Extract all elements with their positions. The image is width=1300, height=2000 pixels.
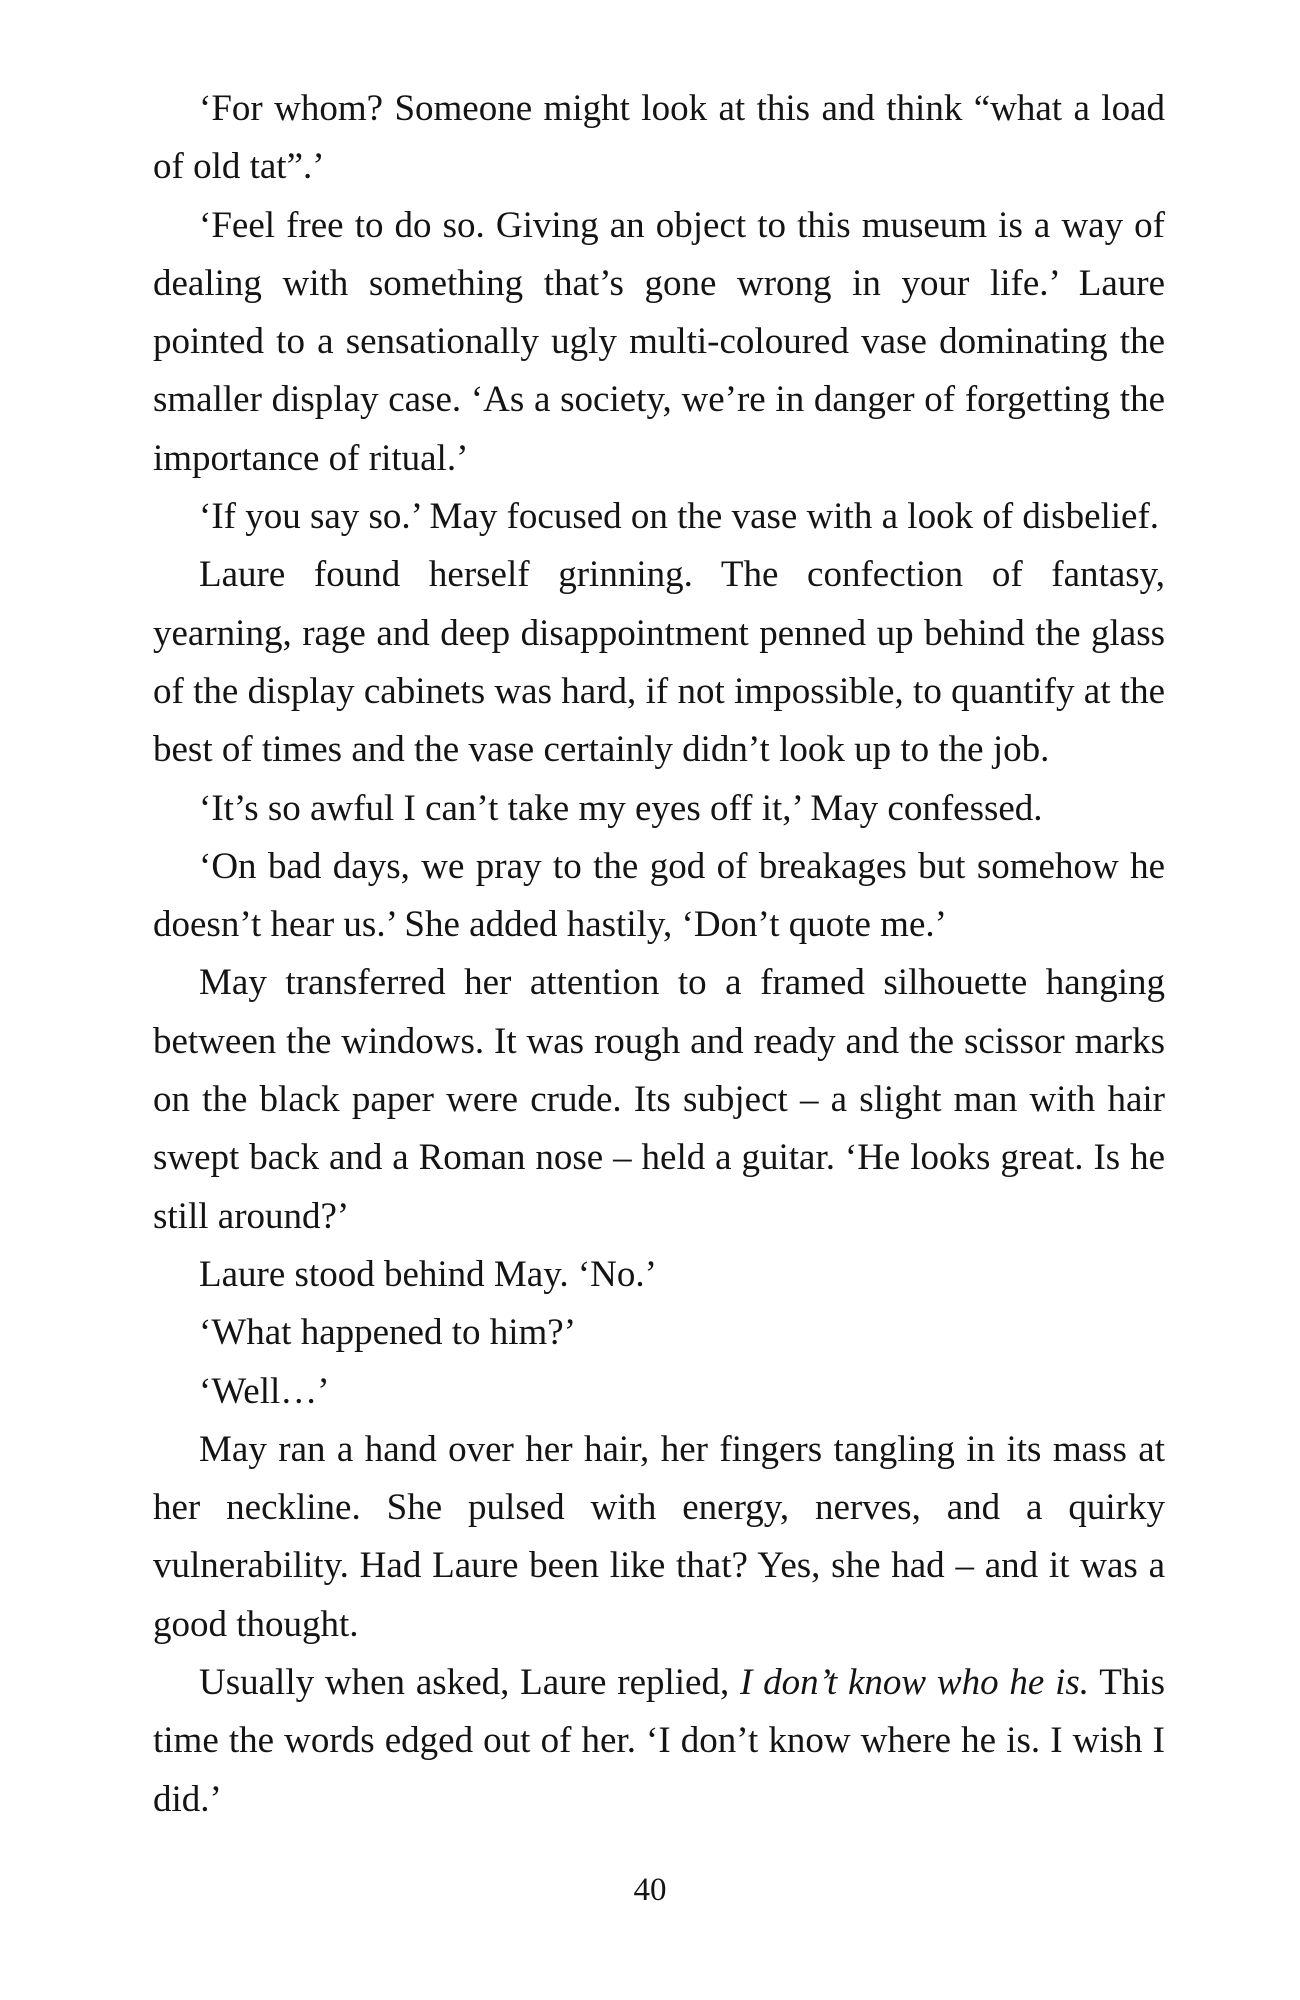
- paragraph-12: [153, 1654, 1165, 1829]
- paragraph-7: May transferred her attention to a framed silhouette hanging between the windows. It was rough and ready and the scissor marks on the black paper were crude. Its subject – a slight man with hair swept back and a Roman nose – held a guitar. ‘He looks great. Is he still around?’: [153, 962, 1165, 1237]
- paragraph-6: ‘On bad days, we pray to the god of breakages but somehow he doesn’t hear us.’ She added hastily, ‘Don’t quote me.’: [153, 845, 1165, 946]
- paragraph-12-rest: This time the words edged out of her. ‘I don’t know where he is. I wish I did.’: [153, 1662, 1165, 1820]
- paragraph-4: Laure found herself grinning. The confection of fantasy, yearning, rage and deep disappointment penned up behind the glass of the display cabinets was hard, if not impossible, to quantify at the best of times and the vase certainly didn’t look up to the job.: [153, 554, 1165, 771]
- paragraph-11: May ran a hand over her hair, her fingers tangling in its mass at her neckline. She pulsed with energy, nerves, and a quirky vulnerability. Had Laure been like that? Yes, she had – and it was a good thought.: [153, 1428, 1165, 1645]
- paragraph-3: ‘If you say so.’ May focused on the vase with a look of disbelief.: [199, 496, 1160, 538]
- paragraph-5: ‘It’s so awful I can’t take my eyes off it,’ May confessed.: [199, 787, 1043, 829]
- paragraph-12-italic: I don’t know who he is.: [740, 1662, 1090, 1704]
- paragraph-12-lead: Usually when asked, Laure replied,: [199, 1662, 741, 1704]
- body-text: [153, 80, 1165, 1829]
- paragraph-10: ‘Well…’: [199, 1370, 330, 1412]
- page-number: 40: [633, 1872, 667, 1908]
- paragraph-2: ‘Feel free to do so. Giving an object to this museum is a way of dealing with something that’s gone wrong in your life.’ Laure pointed to a sensationally ugly multi-coloured vase dominating the smaller display case. ‘As a society, we’re in danger of forgetting the importance of ritual.’: [153, 204, 1165, 479]
- paragraph-9: ‘What happened to him?’: [199, 1312, 577, 1354]
- paragraph-1: ‘For whom? Someone might look at this and think “what a load of old tat”.’: [153, 88, 1165, 188]
- paragraph-8: Laure stood behind May. ‘No.’: [199, 1253, 657, 1295]
